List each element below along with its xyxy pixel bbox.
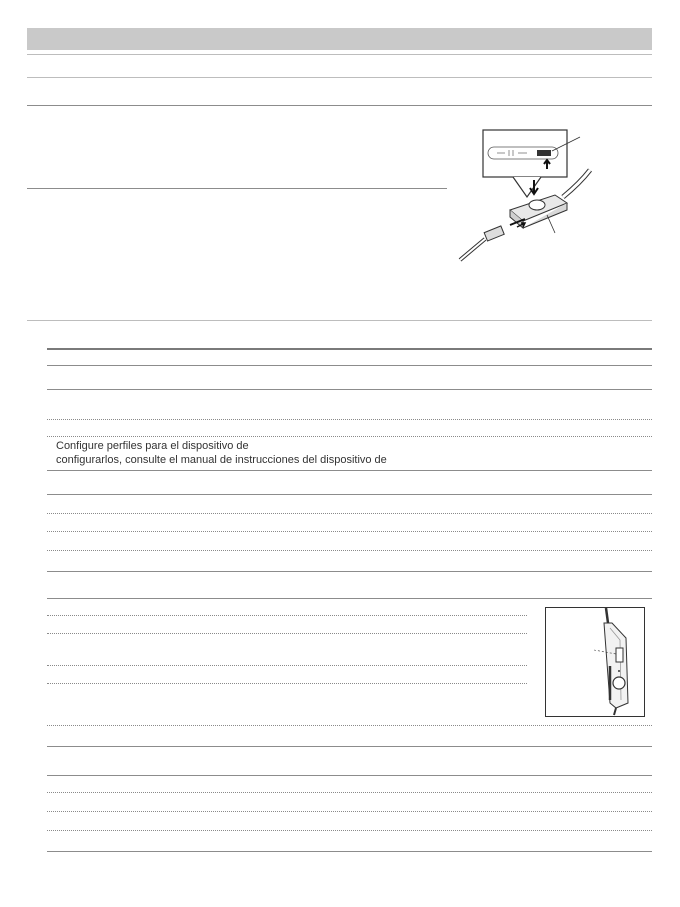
table-rule-8 bbox=[47, 775, 652, 776]
dotted-row-1 bbox=[47, 419, 652, 420]
dotted-row-8 bbox=[47, 665, 527, 666]
dotted-row-9 bbox=[47, 683, 527, 684]
body-text-line-1: Configure perfiles para el dispositivo de bbox=[56, 440, 249, 452]
dotted-row-4 bbox=[47, 531, 652, 532]
table-rule-3 bbox=[47, 470, 652, 471]
table-rule-5 bbox=[47, 571, 652, 572]
table-rule-2 bbox=[47, 389, 652, 390]
section-divider-1 bbox=[27, 77, 652, 78]
dotted-row-7 bbox=[47, 633, 527, 634]
dotted-row-3 bbox=[47, 513, 652, 514]
dotted-row-11 bbox=[47, 792, 652, 793]
header-underline bbox=[27, 54, 652, 55]
table-rule-1 bbox=[47, 365, 652, 366]
inline-remote-illustration bbox=[546, 608, 643, 715]
body-text-line-2: configurarlos, consulte el manual de instrucciones del dispositivo de bbox=[56, 454, 387, 466]
dotted-row-10 bbox=[47, 725, 652, 726]
section-divider-3 bbox=[27, 320, 652, 321]
dotted-row-2 bbox=[47, 436, 652, 437]
section-divider-2 bbox=[27, 105, 652, 106]
table-rule-6 bbox=[47, 598, 652, 599]
section-header-bar bbox=[27, 28, 652, 50]
dotted-row-12 bbox=[47, 811, 652, 812]
table-rule-4 bbox=[47, 494, 652, 495]
dotted-row-6 bbox=[47, 615, 527, 616]
dotted-row-5 bbox=[47, 550, 652, 551]
table-bottom-rule bbox=[47, 851, 652, 852]
headset-connection-illustration bbox=[455, 125, 600, 270]
dotted-row-13 bbox=[47, 830, 652, 831]
table-rule-7 bbox=[47, 746, 652, 747]
table-top-rule bbox=[47, 348, 652, 350]
subsection-divider bbox=[27, 188, 447, 189]
